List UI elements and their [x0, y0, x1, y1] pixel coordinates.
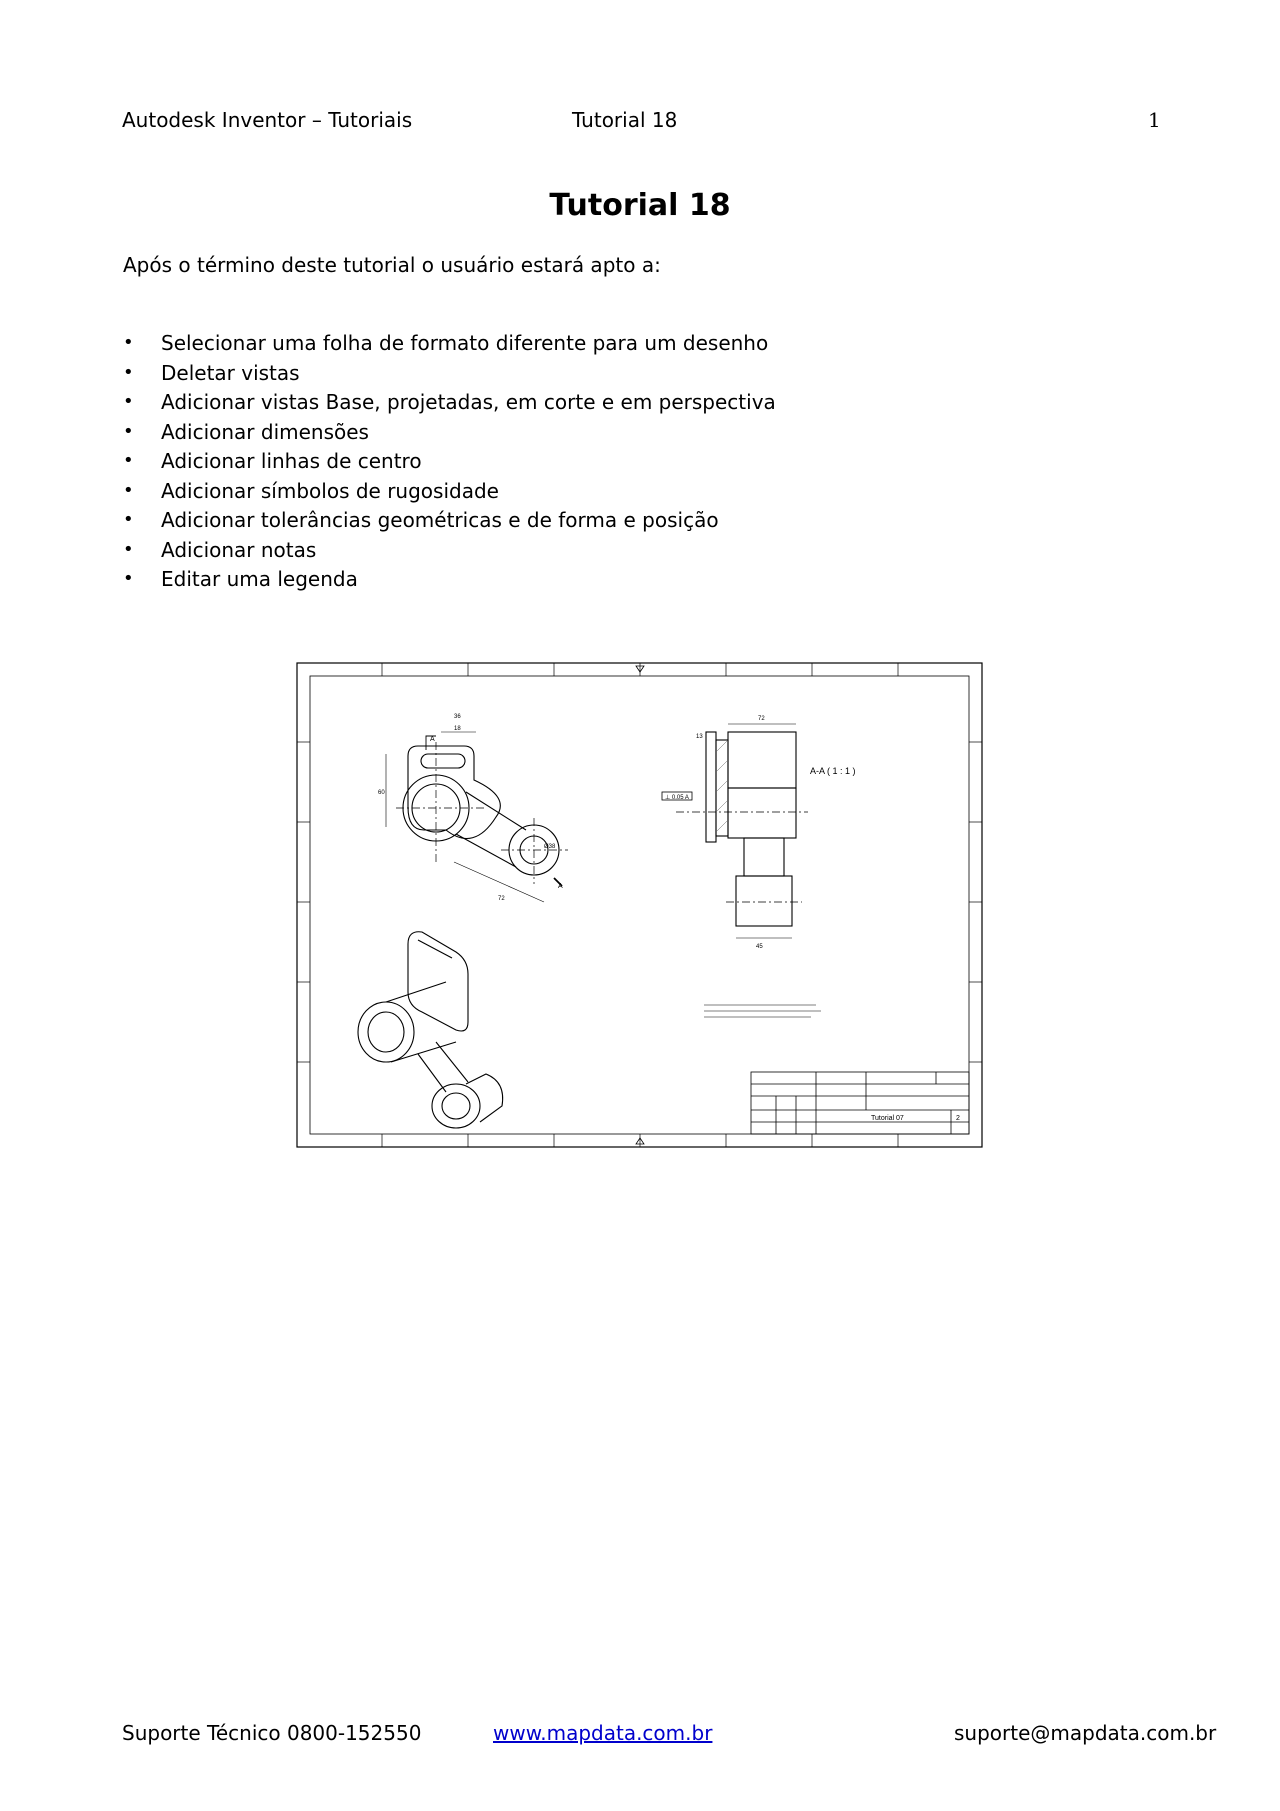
- bullet-icon: •: [123, 391, 134, 412]
- cut-letter: A: [558, 883, 563, 890]
- dimension-label: 36: [454, 714, 461, 720]
- list-item: [123, 448, 776, 478]
- footer-website-link[interactable]: www.mapdata.com.br: [493, 1721, 713, 1745]
- dimension-label: 72: [498, 896, 505, 902]
- list-item-text: Adicionar vistas Base, projetadas, em corte e em perspectiva: [161, 390, 776, 414]
- list-item: [123, 507, 776, 537]
- dimension-label: 60: [378, 790, 385, 796]
- bullet-icon: •: [123, 568, 134, 589]
- bullet-icon: •: [123, 420, 134, 442]
- bullet-icon: •: [123, 509, 134, 530]
- dimension-label: 45: [756, 944, 763, 950]
- footer-support: Suporte Técnico 0800-152550: [122, 1721, 422, 1745]
- dimension-label: 13: [696, 734, 703, 740]
- header-doc-title: Autodesk Inventor – Tutoriais: [122, 108, 413, 132]
- cut-letter: A: [430, 736, 435, 743]
- list-item-text: Adicionar dimensões: [161, 419, 369, 444]
- dimension-label: 72: [758, 716, 765, 722]
- bullet-icon: •: [123, 479, 134, 501]
- list-item: [123, 419, 776, 449]
- intro-text: Após o término deste tutorial o usuário estará apto a:: [123, 253, 661, 277]
- title-block-sheet: 2: [956, 1115, 960, 1122]
- drawing-outer-frame: [297, 663, 982, 1147]
- technical-drawing: [296, 662, 984, 1148]
- list-item: [123, 566, 776, 596]
- page-title: Tutorial 18: [549, 188, 731, 223]
- list-item: [123, 330, 776, 360]
- header-tutorial-label: Tutorial 18: [572, 108, 678, 132]
- list-item: [123, 478, 776, 508]
- bullet-icon: •: [123, 538, 134, 560]
- list-item: [123, 360, 776, 390]
- dimension-label: Ø38: [544, 844, 556, 850]
- list-item-text: Editar uma legenda: [161, 567, 358, 591]
- list-item-text: Selecionar uma folha de formato diferente para um desenho: [161, 331, 769, 355]
- objectives-list: [123, 330, 776, 596]
- section-view-label: A-A ( 1 : 1 ): [810, 766, 856, 776]
- list-item-text: Adicionar símbolos de rugosidade: [161, 478, 499, 503]
- list-item-text: Deletar vistas: [161, 360, 300, 385]
- dimension-label: 18: [454, 726, 461, 732]
- bullet-icon: •: [123, 332, 134, 353]
- title-block-name: Tutorial 07: [871, 1115, 904, 1122]
- list-item-text: Adicionar tolerâncias geométricas e de forma e posição: [161, 508, 719, 532]
- header-page-number: 1: [1148, 108, 1161, 132]
- list-item: [123, 537, 776, 567]
- bullet-icon: •: [123, 361, 134, 383]
- list-item-text: Adicionar linhas de centro: [161, 449, 422, 473]
- bullet-icon: •: [123, 450, 134, 471]
- list-item: [123, 389, 776, 419]
- footer-email: suporte@mapdata.com.br: [954, 1721, 1217, 1745]
- list-item-text: Adicionar notas: [161, 537, 317, 562]
- feature-control-frame: ⊥ 0.05 A: [665, 795, 689, 801]
